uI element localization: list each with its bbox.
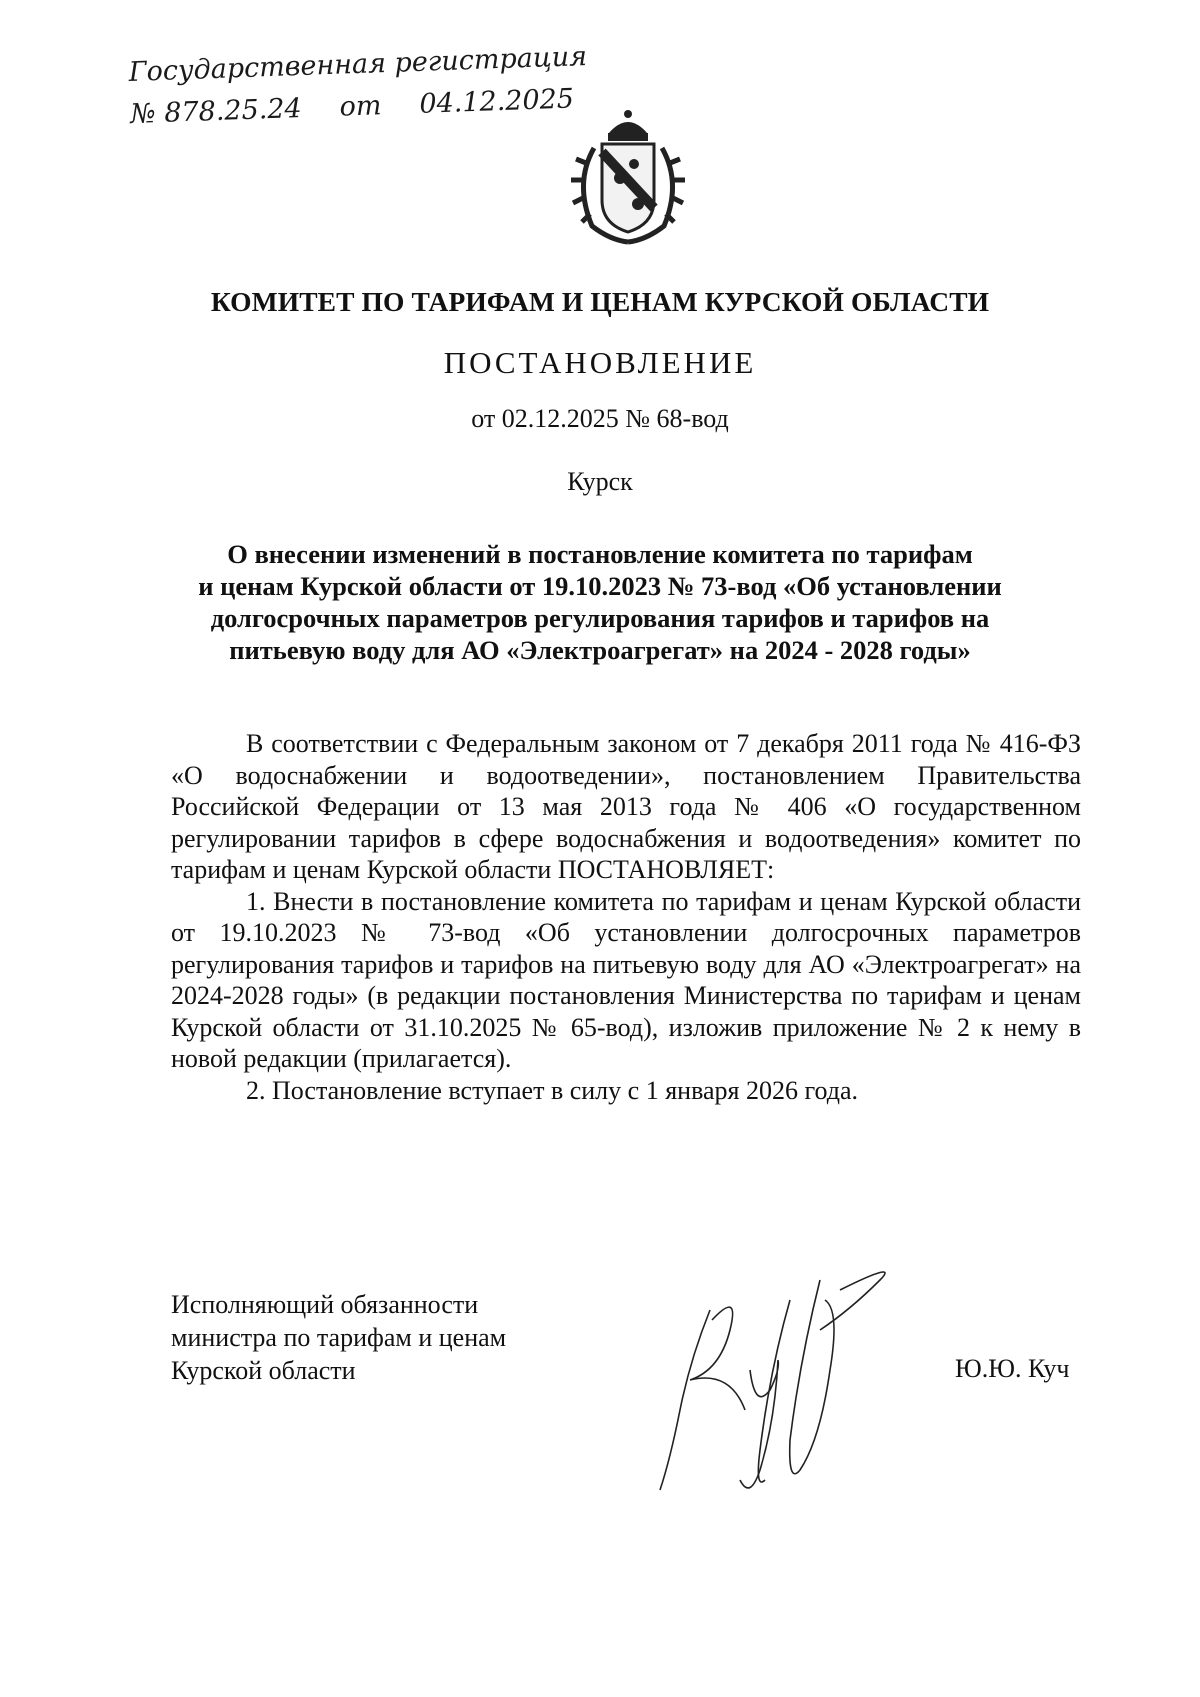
handwritten-signature-icon bbox=[650, 1270, 950, 1510]
registration-number: № 878.25.24 bbox=[129, 92, 303, 130]
body-paragraph-item-2: 2. Постановление вступает в силу с 1 января 2026 года. bbox=[246, 1075, 859, 1105]
signer-name: Ю.Ю. Куч bbox=[955, 1354, 1070, 1383]
document-type-title: ПОСТАНОВЛЕНИЕ bbox=[443, 345, 757, 380]
body-paragraph-preamble: В соответствии с Федеральным законом от 7 декабря 2011 года № 416-ФЗ «О водоснабжении и водоотведении», постановлением Правительства Российской Федерации от 13 мая 2013 года № 406 «О государственном регулировании тарифов в сфере водоснабжения и водоотведения» комитет по тарифам и ценам Курской области ПОСТАНОВЛЯЕТ: bbox=[171, 729, 1081, 884]
decree-city: Курск bbox=[567, 467, 633, 496]
subject-line: питьевую воду для АО «Электроагрегат» на 2024 - 2028 годы» bbox=[229, 635, 971, 665]
registration-date: 04.12.2025 bbox=[418, 83, 575, 120]
signatory-position-line: министра по тарифам и ценам bbox=[171, 1323, 507, 1352]
body-paragraph-item-1: 1. Внести в постановление комитета по тарифам и ценам Курской области от 19.10.2023 № 73-вод «Об установлении долгосрочных параметров регулирования тарифов и тарифов на питьевую воду для АО «Электроагрегат» на 2024-2028 годы» (в редакции постановления Министерства по тарифам и ценам Курской области от 31.10.2025 № 65-вод), изложив приложение № 2 к нему в новой редакции (прилагается). bbox=[171, 886, 1081, 1073]
subject-line: долгосрочных параметров регулирования тарифов и тарифов на bbox=[210, 603, 990, 633]
decree-body bbox=[171, 728, 1081, 1106]
signatory-position-line: Исполняющий обязанности bbox=[171, 1290, 479, 1319]
subject-line: О внесении изменений в постановление комитета по тарифам bbox=[227, 539, 973, 569]
decree-subject bbox=[150, 538, 1050, 666]
committee-name: КОМИТЕТ ПО ТАРИФАМ И ЦЕНАМ КУРСКОЙ ОБЛАСТИ bbox=[210, 286, 990, 317]
decree-date-number: от 02.12.2025 № 68-вод bbox=[471, 404, 729, 433]
registration-note-line1: Государственная регистрация bbox=[128, 40, 588, 88]
subject-line: и ценам Курской области от 19.10.2023 № 73-вод «Об установлении bbox=[198, 571, 1002, 601]
registration-date-prefix: от bbox=[339, 90, 382, 123]
signatory-position bbox=[171, 1288, 506, 1387]
signatory-position-line: Курской области bbox=[171, 1356, 356, 1385]
registration-handwritten-note bbox=[128, 35, 613, 136]
coat-of-arms-icon bbox=[564, 108, 692, 248]
